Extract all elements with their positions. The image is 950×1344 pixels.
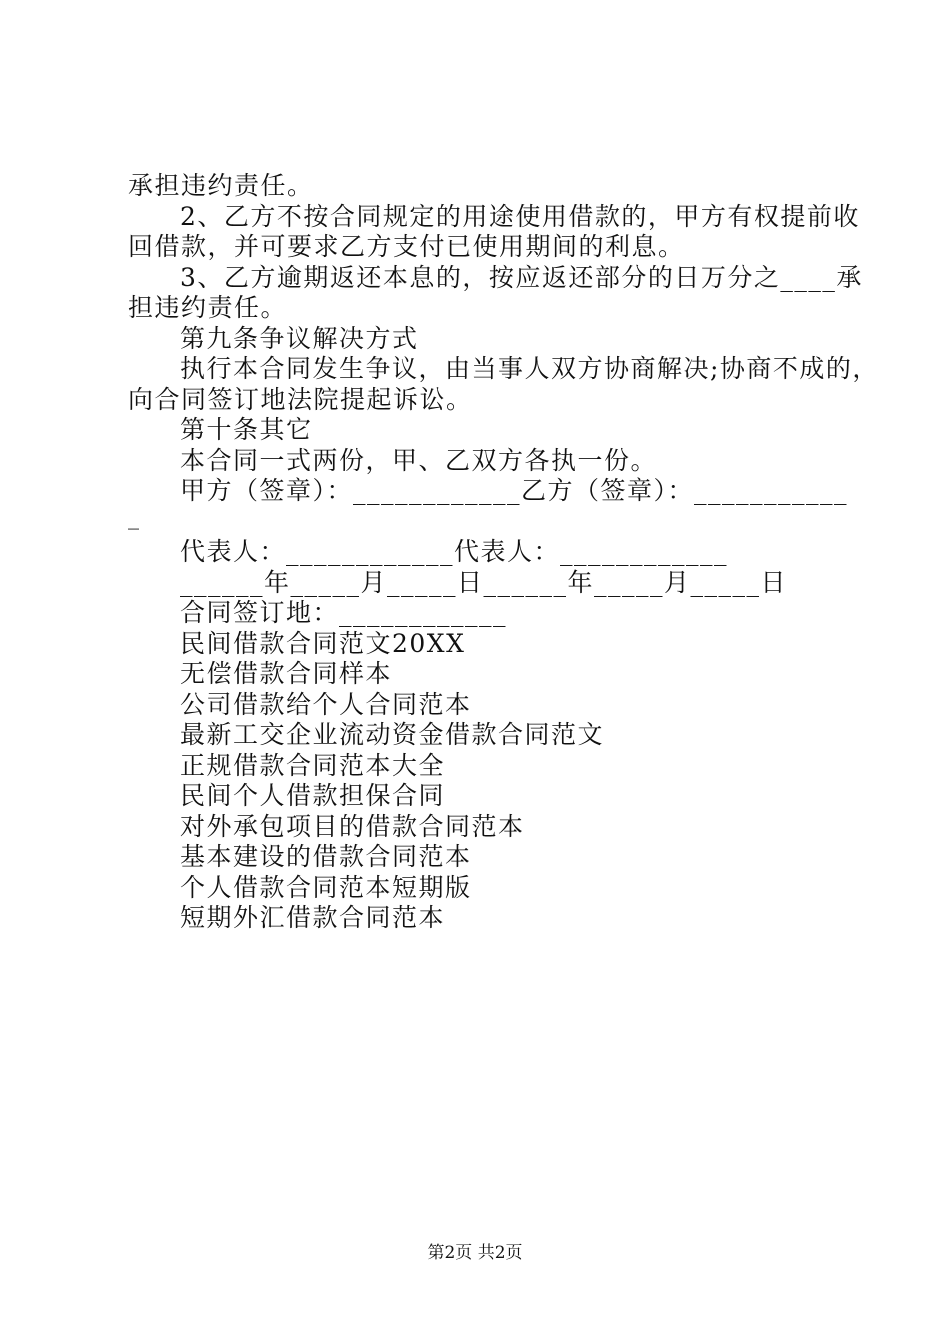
related-link: 无偿借款合同样本 <box>180 659 393 688</box>
representative-line: 代表人：____________代表人：____________ <box>180 537 729 566</box>
text-line: 2、乙方不按合同规定的用途使用借款的，甲方有权提前收 <box>180 201 860 231</box>
text-line: 担违约责任。 <box>128 293 288 322</box>
related-link: 对外承包项目的借款合同范本 <box>180 811 525 841</box>
section-heading: 第九条争议解决方式 <box>180 323 419 353</box>
related-link: 公司借款给个人合同范本 <box>180 689 472 719</box>
text-line: 本合同一式两份，甲、乙双方各执一份。 <box>180 445 658 475</box>
text-line: 回借款，并可要求乙方支付已使用期间的利息。 <box>128 232 685 261</box>
related-link: 正规借款合同范本大全 <box>180 750 446 780</box>
related-link: 民间借款合同范文20XX <box>180 628 466 658</box>
text-line: 承担违约责任。 <box>128 171 314 200</box>
related-link: 民间个人借款担保合同 <box>180 781 446 810</box>
related-link: 最新工交企业流动资金借款合同范文 <box>180 720 605 749</box>
signature-line-overflow: _ <box>128 504 141 530</box>
signature-line: 甲方（签章）：____________乙方（签章）：___________ <box>180 476 849 505</box>
text-line: 3、乙方逾期返还本息的，按应返还部分的日万分之____承 <box>180 262 863 292</box>
related-link: 基本建设的借款合同范本 <box>180 842 472 871</box>
document-body <box>128 171 879 934</box>
signing-place-line: 合同签订地：____________ <box>180 598 508 627</box>
related-link: 短期外汇借款合同范本 <box>180 903 446 932</box>
related-link: 个人借款合同范本短期版 <box>180 872 472 902</box>
date-line: ______年_____月_____日______年_____月_____日 <box>180 567 788 597</box>
section-heading: 第十条其它 <box>180 415 313 444</box>
page-footer: 第2页 共2页 <box>427 1243 523 1263</box>
text-line: 向合同签订地法院提起诉讼。 <box>128 384 473 414</box>
text-line: 执行本合同发生争议，由当事人双方协商解决;协商不成的， <box>180 354 879 383</box>
